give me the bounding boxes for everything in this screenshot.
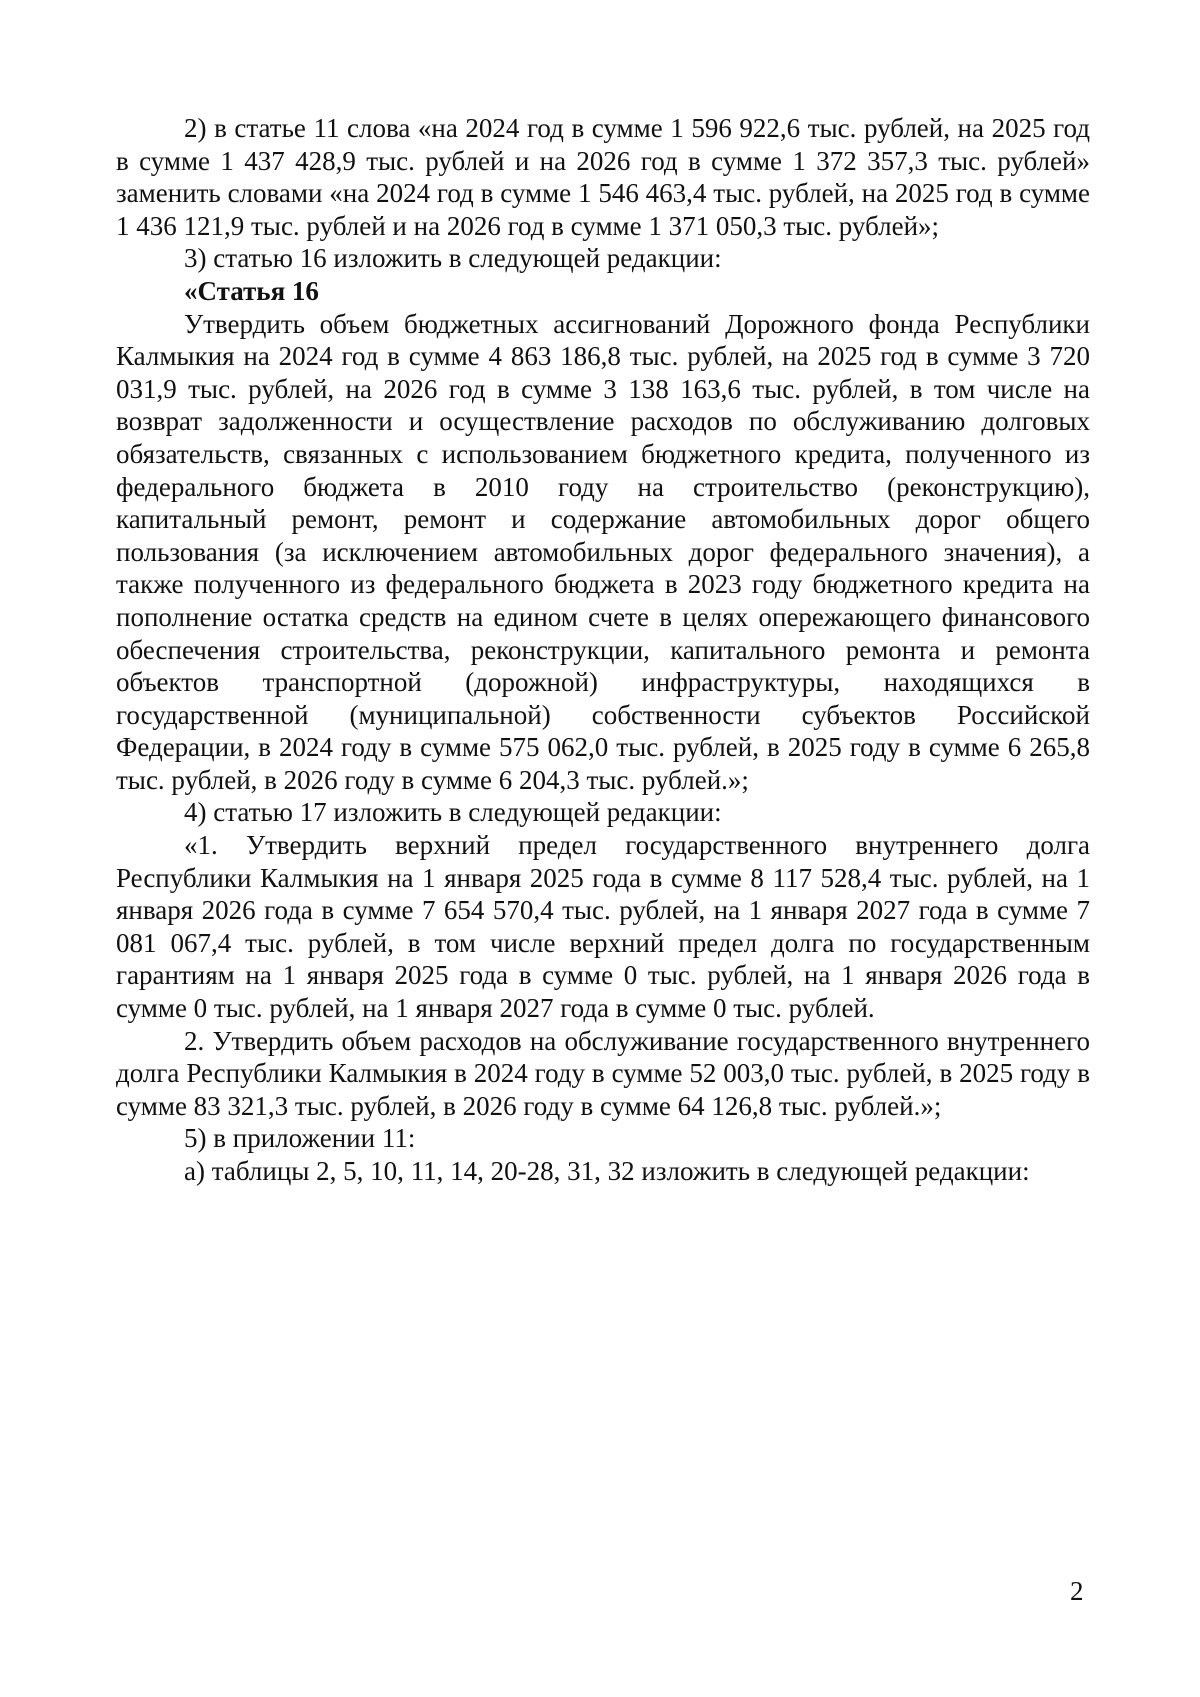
paragraph-debt-service: 2. Утвердить объем расходов на обслуживание государственного внутреннего долга Республики Калмыкия в 2024 году в сумме 52 003,0 тыс. рублей, в 2025 году в сумме 83 321,3 тыс. рублей, в 2026 году в сумме 64 126,8 тыс. рублей.»; <box>116 1025 1090 1121</box>
paragraph-appendix-11: 5) в приложении 11: <box>184 1123 416 1154</box>
paragraph-road-fund: Утвердить объем бюджетных ассигнований Дорожного фонда Республики Калмыкия на 2024 год в сумме 4 863 186,8 тыс. рублей, на 2025 год в сумме 3 720 031,9 тыс. рублей, на 2026 год в сумме 3 138 163,6 тыс. рублей, в том числе на возврат задолженности и осуществление расходов по обслуживанию долговых обязательств, связанных с использованием бюджетного кредита, полученного из федерального бюджета в 2010 году на строительство (реконструкцию), капитальный ремонт, ремонт и содержание автомобильных дорог общего пользования (за исключением автомобильных дорог федерального значения), а также полученного из федерального бюджета в 2023 году бюджетного кредита на пополнение остатка средств на едином счете в целях опережающего финансового обеспечения строительства, реконструкции, капитального ремонта и ремонта объектов транспортной (дорожной) инфраструктуры, находящихся в государственной (муниципальной) собственности субъектов Российской Федерации, в 2024 году в сумме 575 062,0 тыс. рублей, в 2025 году в сумме 6 265,8 тыс. рублей, в 2026 году в сумме 6 204,3 тыс. рублей.»; <box>116 308 1090 795</box>
paragraph-article-16-intro: 3) статью 16 изложить в следующей редакции: <box>184 243 722 274</box>
paragraph-article-17-intro: 4) статью 17 изложить в следующей редакции: <box>184 797 722 828</box>
paragraph-debt-limit: «1. Утвердить верхний предел государственного внутреннего долга Республики Калмыкия на 1 января 2025 года в сумме 8 117 528,4 тыс. рублей, на 1 января 2026 года в сумме 7 654 570,4 тыс. рублей, на 1 января 2027 года в сумме 7 081 067,4 тыс. рублей, в том числе верхний предел долга по государственным гарантиям на 1 января 2025 года в сумме 0 тыс. рублей, на 1 января 2026 года в сумме 0 тыс. рублей, на 1 января 2027 года в сумме 0 тыс. рублей. <box>116 830 1090 1024</box>
page-number: 2 <box>1070 1576 1084 1606</box>
paragraph-article-11-amendment: 2) в статье 11 слова «на 2024 год в сумме 1 596 922,6 тыс. рублей, на 2025 год в сумме 1 437 428,9 тыс. рублей и на 2026 год в сумме 1 372 357,3 тыс. рублей» заменить словами «на 2024 год в сумме 1 546 463,4 тыс. рублей, на 2025 год в сумме 1 436 121,9 тыс. рублей и на 2026 год в сумме 1 371 050,3 тыс. рублей»; <box>116 113 1090 241</box>
document-body <box>116 112 1090 1188</box>
article-16-heading: «Статья 16 <box>184 275 319 306</box>
paragraph-tables-list: а) таблицы 2, 5, 10, 11, 14, 20-28, 31, 32 изложить в следующей редакции: <box>184 1156 1030 1186</box>
